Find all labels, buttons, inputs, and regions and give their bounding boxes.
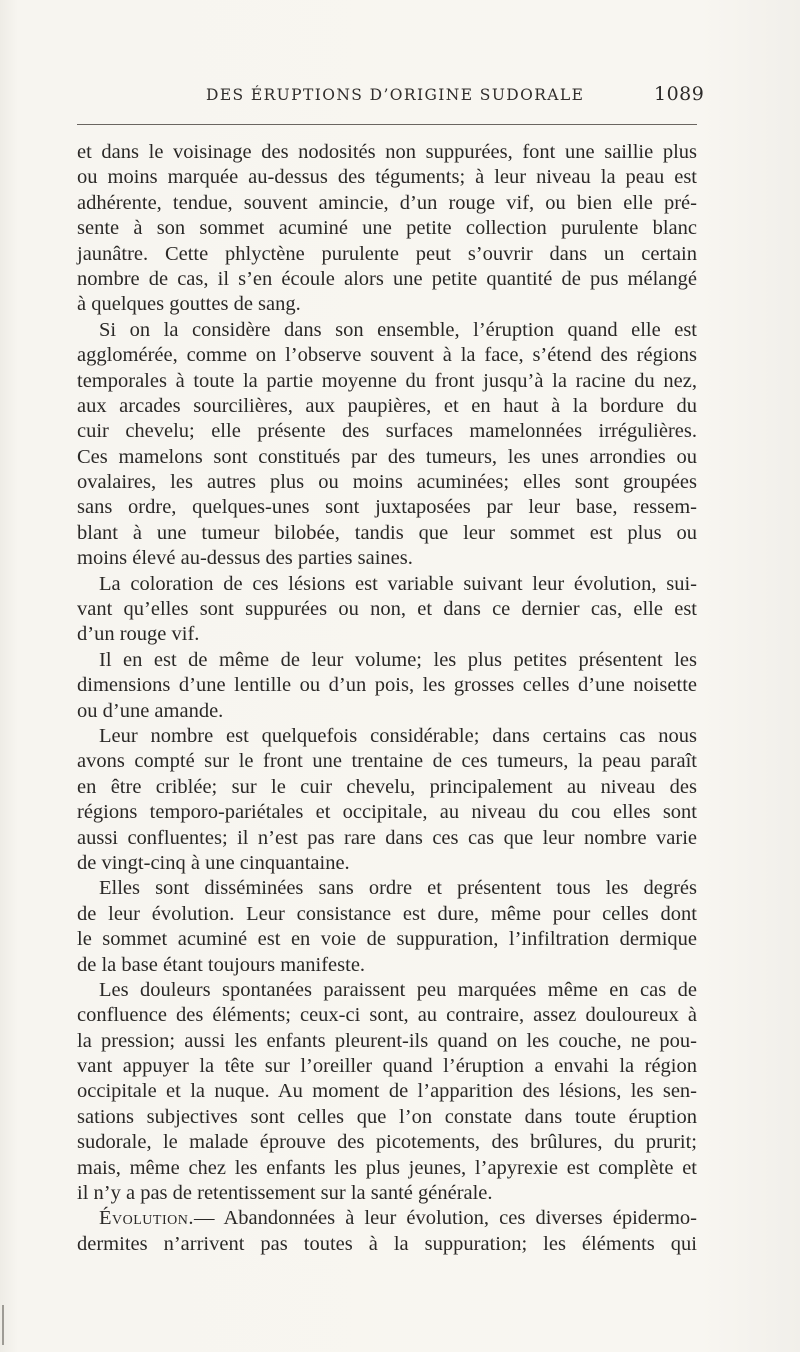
evolution-line [77,1206,697,1231]
text-line: sudorale, le malade éprouve des picotements, des brûlures, du prurit; [77,1131,697,1154]
text-line: cuir chevelu; elle présente des surfaces mamelonnées irrégulières. [77,420,697,443]
text-line: La coloration de ces lésions est variable suivant leur évolution, sui- [99,572,697,595]
text-line: sations subjectives sont celles que l’on constate dans toute éruption [77,1105,697,1128]
text-line: ovalaires, les autres plus ou moins acuminées; elles sont groupées [77,471,697,494]
text-line: vant qu’elles sont suppurées ou non, et dans ce dernier cas, elle est [77,598,697,621]
text-line: Ces mamelons sont constitués par des tumeurs, les unes arrondies ou [77,445,697,468]
running-title: DES ÉRUPTIONS D’ORIGINE SUDORALE [206,86,585,104]
text-line: temporales à toute la partie moyenne du front jusqu’à la racine du nez, [77,369,697,392]
text-line: Leur nombre est quelquefois considérable; dans certains cas nous [99,724,697,747]
text-line: Si on la considère dans son ensemble, l’éruption quand elle est [99,318,697,341]
text-line: avons compté sur le front une trentaine de ces tumeurs, la peau paraît [77,750,697,773]
section-heading-evolution: Évolution. [99,1207,194,1230]
text-line: moins élevé au-dessus des parties saines. [77,547,413,570]
text-line: ou moins marquée au-dessus des téguments; à leur niveau la peau est [77,166,697,189]
text-line: occipitale et la nuque. Au moment de l’apparition des lésions, les sen- [77,1080,697,1103]
text-line: en être criblée; sur le cuir chevelu, principalement au niveau des [77,775,697,798]
text-line: agglomérée, comme on l’observe souvent à la face, s’étend des régions [77,344,697,367]
text-line: sans ordre, quelques-unes sont juxtaposées par leur base, ressem- [77,496,697,519]
text-line: sente à son sommet acuminé une petite collection purulente blanc [77,217,697,240]
text-line: nombre de cas, il s’en écoule alors une petite quantité de pus mélangé [77,267,697,290]
header-rule [77,124,697,125]
text-line: Les douleurs spontanées paraissent peu marquées même en cas de [99,978,697,1001]
text-line: blant à une tumeur bilobée, tandis que leur sommet est plus ou [77,521,697,544]
text-line: adhérente, tendue, souvent amincie, d’un rouge vif, ou bien elle pré- [77,191,697,214]
text-line: le sommet acuminé est en voie de suppuration, l’infiltration dermique [77,928,697,951]
text-line: ou d’une amande. [77,699,224,722]
text-line: dermites n’arrivent pas toutes à la suppuration; les éléments qui [77,1232,697,1255]
text-line: d’un rouge vif. [77,623,200,646]
text-line: mais, même chez les enfants les plus jeunes, l’apyrexie est complète et [77,1156,697,1179]
page-edge-mark [2,1305,4,1345]
text-line: à quelques gouttes de sang. [77,293,301,316]
text-line: Elles sont disséminées sans ordre et présentent tous les degrés [99,877,697,900]
text-line: aux arcades sourcilières, aux paupières, et en haut à la bordure du [77,394,697,417]
text-line: de vingt-cinq à une cinquantaine. [77,851,350,874]
text-line: dimensions d’une lentille ou d’un pois, les grosses celles d’une noisette [77,674,697,697]
text-line: de la base étant toujours manifeste. [77,953,366,976]
text-line: de leur évolution. Leur consistance est dure, même pour celles dont [77,902,697,925]
body-text [77,140,697,1257]
text-line: Il en est de même de leur volume; les plus petites présentent les [99,648,697,671]
text-line: aussi confluentes; il n’est pas rare dans ces cas que leur nombre varie [77,826,697,849]
text-line: confluence des éléments; ceux-ci sont, au contraire, assez douloureux à [77,1004,697,1027]
text-line: il n’y a pas de retentissement sur la santé générale. [77,1182,493,1205]
text-line: la pression; aussi les enfants pleurent-ils quand on les couche, ne pou- [77,1029,697,1052]
text-line: régions temporo-pariétales et occipitale, au niveau du cou elles sont [77,801,697,824]
text-line: jaunâtre. Cette phlyctène purulente peut s’ouvrir dans un certain [77,242,697,265]
text-line: et dans le voisinage des nodosités non suppurées, font une saillie plus [77,141,697,163]
page-number: 1089 [654,83,705,105]
evolution-line-text: — Abandonnées à leur évolution, ces diverses épidermo- [193,1207,697,1230]
text-line: vant appuyer la tête sur l’oreiller quand l’éruption a envahi la région [77,1055,697,1078]
